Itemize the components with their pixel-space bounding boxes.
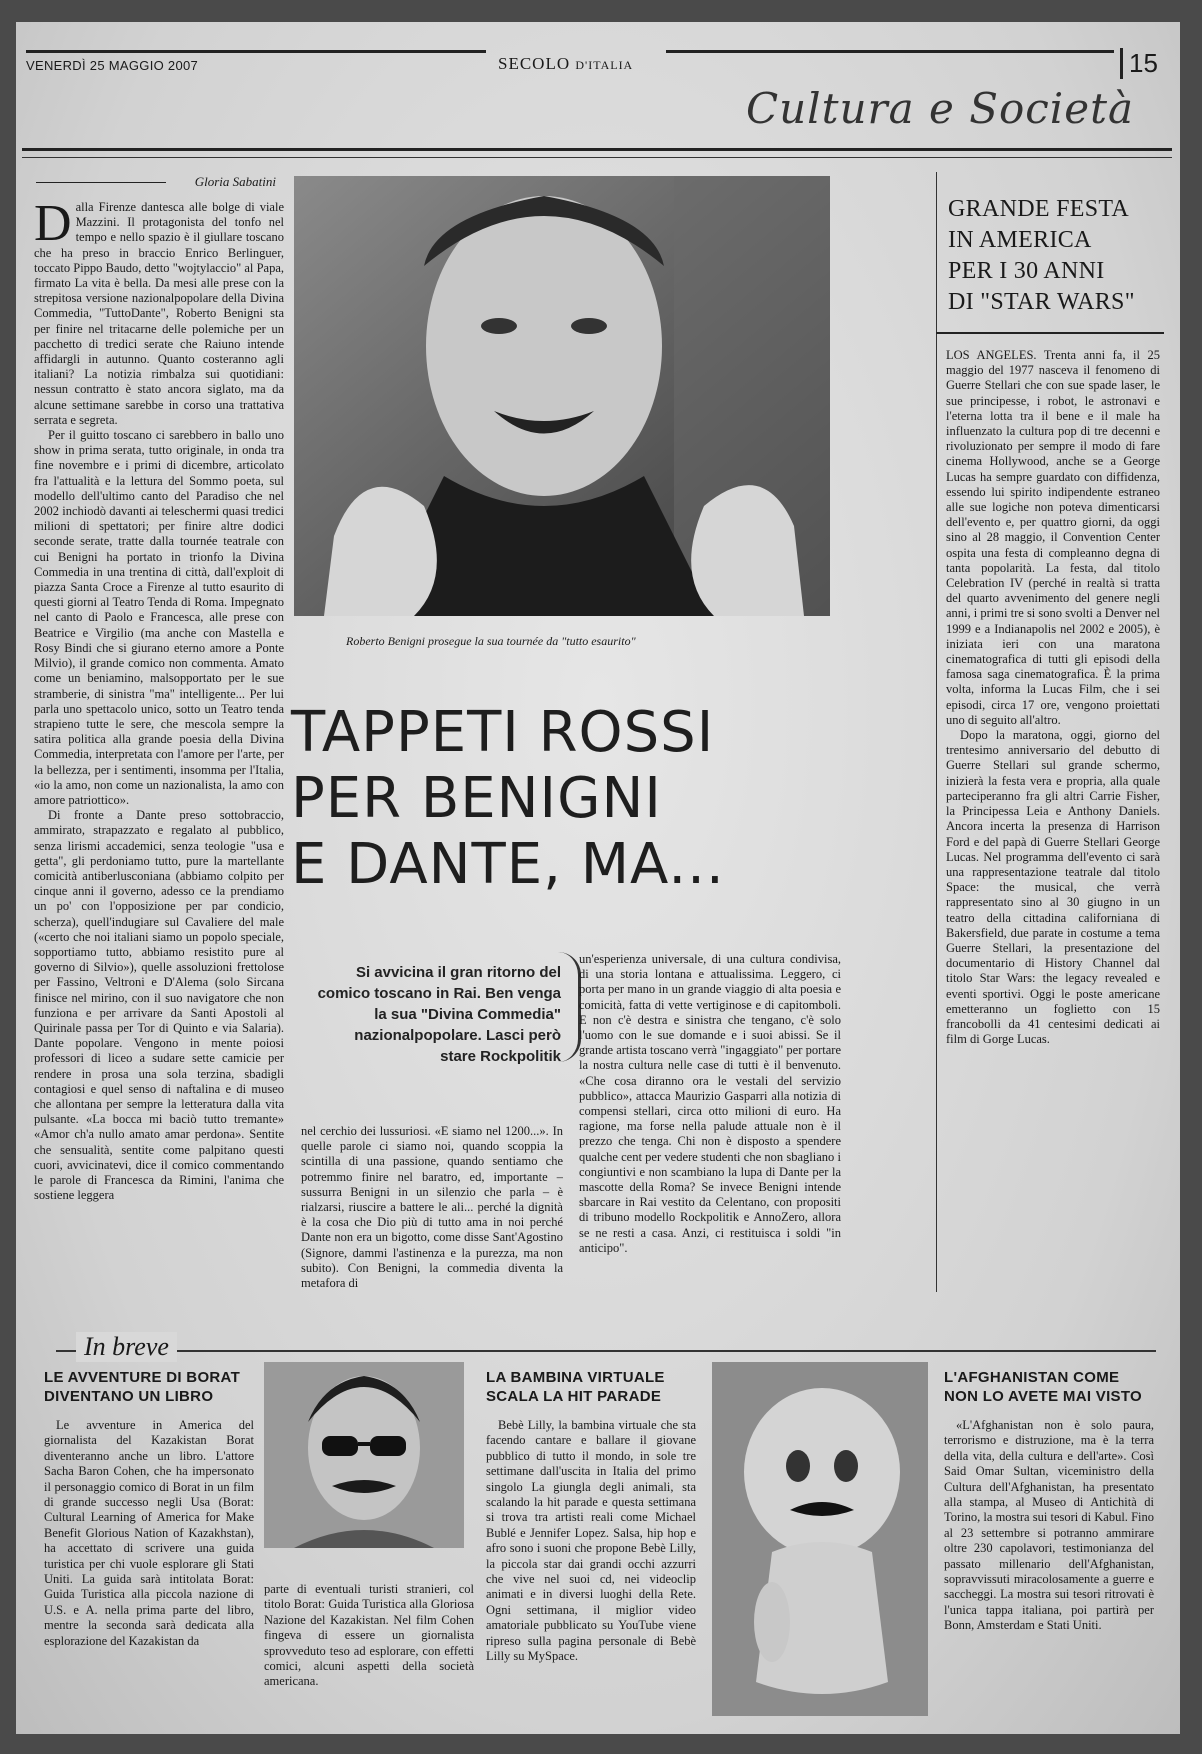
brief-paragraph: Le avventure in America del giornalista del Kazakistan Borat diventeranno anche un libro. L'attore Sacha Baron Cohen, che ha impersonato il personaggio comico di Borat in un film di grande successo negli Usa (Borat: Cultural Learning of America for Make Benefit Glorious Nation of Kazakhstan), ha accettato di scrivere una guida turistica per chi vuole esplorare gli Stati Uniti. La guida sarà intitolata Borat: Guida Turistica alla piccola nazione di U.S. e A. nella prima parte del libro, mentre la seconda sarà dedicata alla esplorazione del Kazakistan da [44, 1418, 254, 1648]
sidebar-headline [948, 194, 1158, 318]
issue-date: VENERDÌ 25 MAGGIO 2007 [26, 58, 199, 73]
sidebar-text: Trenta anni fa, il 25 maggio del 1977 nasceva il fenomeno di Guerre Stellari che con sue spade laser, le sue principesse, i robot, le astronavi e l'eterna lotta tra il bene e il male ha influenzato la cultura pop di tre decenni e rivoluzionato per sempre il modo di fare cinema Hollywood, anche se a George Lucas ha sempre guardato con diffidenza, essendo lui spirito indipendente estraneo alle sue logiche non poteva dimenticarsi dell'evento e, per quattro giorni, da oggi sino al 28 maggio, il Convention Center ospita una festa di compleanno degna di tanta popolarità. La festa, dal titolo Celebration IV (perché in realtà si tratta del quarto avvenimento del genere negli anni, i primi tre si sono svolti a Denver nel 1999 e a Indianapolis nel 2002 e 2005), è iniziata ieri con una maratona cinematografica di tutti gli episodi della famosa saga cinematografica. È la prima volta, informa la Lucas Film, che i sei episodi, circa 17 ore, vengono proiettati uno di seguito all'altro. [946, 348, 1160, 727]
section-rule [22, 148, 1172, 158]
headline-line: E DANTE, MA... [291, 832, 725, 897]
article-deck: Si avvicina il gran ritorno del comico toscano in Rai. Ben venga la sua "Divina Commedia" nazionalpopolare. Lasci però stare Rockpolitik [317, 964, 561, 1065]
sidebar-headline-line: PER I 30 ANNI [948, 258, 1105, 284]
page-number: 15 [1120, 48, 1158, 79]
photo-caption: Roberto Benigni prosegue la sua tournée da "tutto esaurito" [346, 634, 636, 648]
article-paragraph [34, 200, 284, 428]
sidebar-paragraph: Dopo la maratona, oggi, giorno del trentesimo anniversario del debutto di Guerre Stellari sul grande schermo, inizierà la festa vera e propria, alla quale parteciperanno fra gli altri Carrie Fisher, la Principessa Leia e Anthony Daniels. Ancora incerta la presenza di Harrison Ford e del papà di Guerre Stellari George Lucas. Nel programma dell'evento ci sarà una rappresentazione teatrale dal titolo Space: the musical, che verrà rappresentato sino al 30 giugno in un teatro della cittadina californiana di Bakersfield, due parate in costume a tema Guerre Stellari, la presentazione del documentario di History Channel dal titolo Star Wars: the legacy revealed e eventi sportivi. Oggi le poste americane emetteranno un foglietto con 15 francobolli da 41 centesimi dedicati ai film di Gorge Lucas. [946, 728, 1160, 1047]
sidebar-headline-line: IN AMERICA [948, 227, 1092, 253]
photo-benigni [294, 176, 830, 616]
newspaper-page [16, 22, 1180, 1734]
borat-illustration [264, 1362, 464, 1548]
headline-line: TAPPETI ROSSI [291, 700, 715, 765]
deck-bracket [558, 952, 581, 1062]
portrait-illustration [294, 176, 830, 616]
masthead-rule-right [666, 50, 1114, 53]
briefs-rule [56, 1350, 1156, 1352]
paper-title-suffix: D'ITALIA [575, 58, 634, 72]
article-paragraph: un'esperienza universale, di una cultura condivisa, di una storia lontana e attualissima. Leggero, ci porta per mano in un grande viaggio di alta poesia e comicità, fatta di vette vertiginose e di capitomboli. E non c'è destra e sinistra che tengano, c'è solo l'uomo con le sue domande e i suoi abissi. Se il grande artista toscano verrà "ingaggiato" per portare la nostra cultura nelle case di tutti è il benvenuto. «Che cosa diranno ora le vestali del servizio pubblico», attacca Maurizio Gasparri alla notizia di compensi stellari, circa otto milioni di euro. Ha ragione, ma forse nella palude attuale non è il prezzo che tenga. Chi non è disposto a spendere qualche cent per vedere studenti che non sbagliano i congiuntivi e non scambiano la lupa di Dante per la mascotte della Roma? Se invece Benigni intende sbarcare in Rai vestito da Celentano, con propositi di tribuno modello Rockpolitik e AnnoZero, allora se ne resti a casa. Anzi, ci restituisca i soldi "in anticipo". [579, 952, 841, 1255]
article-paragraph: Per il guitto toscano ci sarebbero in ballo uno show in prima serata, tutto originale, in onda tra fine novembre e i primi di dicembre, articolato fra l'attualità e la lettura del Sommo poeta, sul modello dell'ultimo canto del Paradiso che nel 2002 inchiodò davanti ai teleschermi quasi tredici milioni di spettatori; per finire altre dodici seconde serate, tratte dalla tournée teatrale con cui Benigni ha portato in trionfo la Divina Commedia in una trentina di città, dall'exploit di piazza Santa Croce a Firenze al tutto esaurito di questi giorni al Teatro Tenda di Roma. Impegnato nel canto di Paolo e Francesca, alle prese con Beatrice e Virgilio (ma anche con Mastella e Rosy Bindi che si giurano eterno amore a Ponte Milvio), il grande comico non commenta. Amato come un beniamino, malsopportato per le sue stramberie, di sinistra "ma" intelligente... Per lui parla uno spettacolo unico, sotto un Teatro tenda strapieno tutte le sere, che mescola sempre la satira politica alla grande poesia della Divina Commedia, interpretata con l'amore per l'arte, per la bellezza, per i sentimenti, insomma per l'Italia, «io la amo, non come un nazionalista, la amo con amore patriottico». [34, 428, 284, 807]
main-article-column-2 [301, 1124, 563, 1290]
masthead-rule-left [26, 50, 486, 53]
brief-text-borat [44, 1418, 254, 1718]
main-headline [291, 700, 851, 898]
brief-paragraph: Bebè Lilly, la bambina virtuale che sta facendo cantare e ballare il giovane pubblico di tutto il mondo, in sole tre settimane dall'uscita in Italia del primo singolo La giungla degli animali, sta scalando la hit parade e questa settimana si trova tra artisti reali come Michael Bublé e Jennifer Lopez. Salsa, hip hop e afro sono i suoni che propone Bebè Lilly, la piccola star dai grandi occhi azzurri che vive nel suoi cd, nei videoclip animati e in diversi luoghi della Rete. Ogni settimana, il miglior video amatoriale pubblicato su YouTube viene ripreso sulla pagina personale di Bebè Lilly su MySpace. [486, 1418, 696, 1664]
headline-line: PER BENIGNI [291, 766, 662, 831]
article-text: alla Firenze dantesca alle bolge di viale Mazzini. Il protagonista del tonfo nel tempo e nello spazio è il giullare toscano che ha preso in braccio Enrico Berlinguer, toccato Pippo Baudo, detto "wojtylaccio" al Papa, firmato La vita è bella. Da mesi alle prese con la strepitosa versione nazionalpopolare della Divina Commedia, "TuttoDante", Roberto Benigni sta per finire nel tritacarne delle polemiche per un pacchetto di tredici serate che Raiuno intende affidargli in autunno. Quanto costeranno agli italiani? La notizia rimbalza sui quotidiani: nessun contratto è stato ancora siglato, ma da alcune settimane sarebbe in corso una trattativa serrata e segreta. [34, 200, 284, 427]
photo-bebe-lilly [712, 1362, 928, 1716]
paper-title: SECOLO [498, 54, 571, 73]
section-title: Cultura e Società [746, 84, 1135, 133]
brief-text-bebe-lilly [486, 1418, 696, 1718]
article-paragraph: nel cerchio dei lussuriosi. «E siamo nel 1200...». In quelle parole ci siamo noi, quando scoppia la scintilla di una passione, quando sentiamo che potremmo finire nel baratro, ed, importante – sussurra Benigni in un silenzio che parla – è rialzarsi, riuscire a battere le ali... perché la dignità è la cosa che Dio più di tutto ama in noi perché Dante non era un bigotto, come disse Sant'Agostino (Signore, dammi l'astinenza e la purezza, ma non subito). Con Benigni, la commedia diventa la metafora di [301, 1124, 563, 1290]
masthead [26, 48, 1176, 88]
sidebar-headline-line: DI "STAR WARS" [948, 289, 1135, 315]
main-article-column-3 [579, 952, 841, 1288]
sidebar-headline-line: GRANDE FESTA [948, 196, 1130, 222]
paper-name [498, 54, 633, 74]
brief-text-afghanistan [944, 1418, 1154, 1718]
dropcap: D [34, 200, 72, 252]
brief-headline-afghanistan: L'AFGHANISTAN COME NON LO AVETE MAI VISTO [944, 1369, 1143, 1405]
brief-headline-borat: LE AVVENTURE DI BORAT DIVENTANO UN LIBRO [44, 1369, 241, 1405]
sidebar-paragraph [946, 348, 1160, 728]
brief-text-borat-continued [264, 1582, 474, 1718]
doll-illustration [712, 1362, 928, 1716]
brief-paragraph: «L'Afghanistan non è solo paura, terrorismo e distruzione, ma è la terra della vita, della cultura e dell'arte». Così Said Omar Sultan, viceministro della Cultura dell'Afghanistan, ha presentato alla stampa, al Museo di Antichità di Torino, la mostra sui tesori di Kabul. Fino al 23 settembre si potranno ammirare oltre 230 capolavori, testimonianza del passato millenario dell'Afghanistan, sopravvissuti miracolosamente a guerre e saccheggi. La mostra sui tesori ritrovati è l'unica tappa italiana, poi partirà per Bonn, Amsterdam e Stati Uniti. [944, 1418, 1154, 1633]
photo-borat [264, 1362, 464, 1548]
brief-headline-bebe-lilly: LA BAMBINA VIRTUALE SCALA LA HIT PARADE [486, 1369, 665, 1405]
briefs-label: In breve [76, 1332, 177, 1362]
byline: Gloria Sabatini [96, 174, 276, 190]
article-paragraph: Di fronte a Dante preso sottobraccio, ammirato, strapazzato e regalato al pubblico, senza lirismi accademici, senza teologie "usa e getta", gli perdoniamo tutto, pure la martellante comicità antiberlusconiana (abbiamo colpito per cinque anni il governo, adesso ce la prendiamo un po' con l'opposizione per par condicio, scherza), quell'indugiare sul Cavaliere del male («certo che noi italiani siamo un popolo speciale, sopportiamo tutto, abbiamo resistito pure al governo di Silvio»), quelle assoluzioni frettolose per Fassino, Veltroni e D'Alema (solo Sircana finisce nel mirino, con il suo navigatore che non funziona e per arrivare da Santi Apostoli al Quirinale passa per Tor di Quinto e via Salaria). Dante popolare. Vengono in mente poiosi professori di liceo a sudare sette camicie per rendere in prosa una sola terzina, sbadigli contagiosi e quel senso di naftalina e di museo che allontana per sempre la letteratura dalla vita pulsante. «La bocca mi baciò tutto tremante» «Amor ch'a nullo amato amar perdona». Sentite che sensualità, sentite come palpitano questi cuori, avvicinatevi, dice il comico commentando le parole di Francesca da Rimini, l'anima che sostiene leggera [34, 808, 284, 1203]
main-article-column-1 [34, 200, 284, 1308]
sidebar-rule [936, 332, 1164, 334]
brief-paragraph: parte di eventuali turisti stranieri, col titolo Borat: Guida Turistica alla Gloriosa Nazione del Kazakistan. Nel film Cohen fingeva di essere un giornalista sprovveduto teso ad esplorare, con effetti comici, alcuni aspetti della società americana. [264, 1582, 474, 1689]
sidebar-divider [936, 172, 937, 1292]
dateline: LOS ANGELES. [946, 348, 1037, 362]
sidebar-article [946, 348, 1160, 1288]
